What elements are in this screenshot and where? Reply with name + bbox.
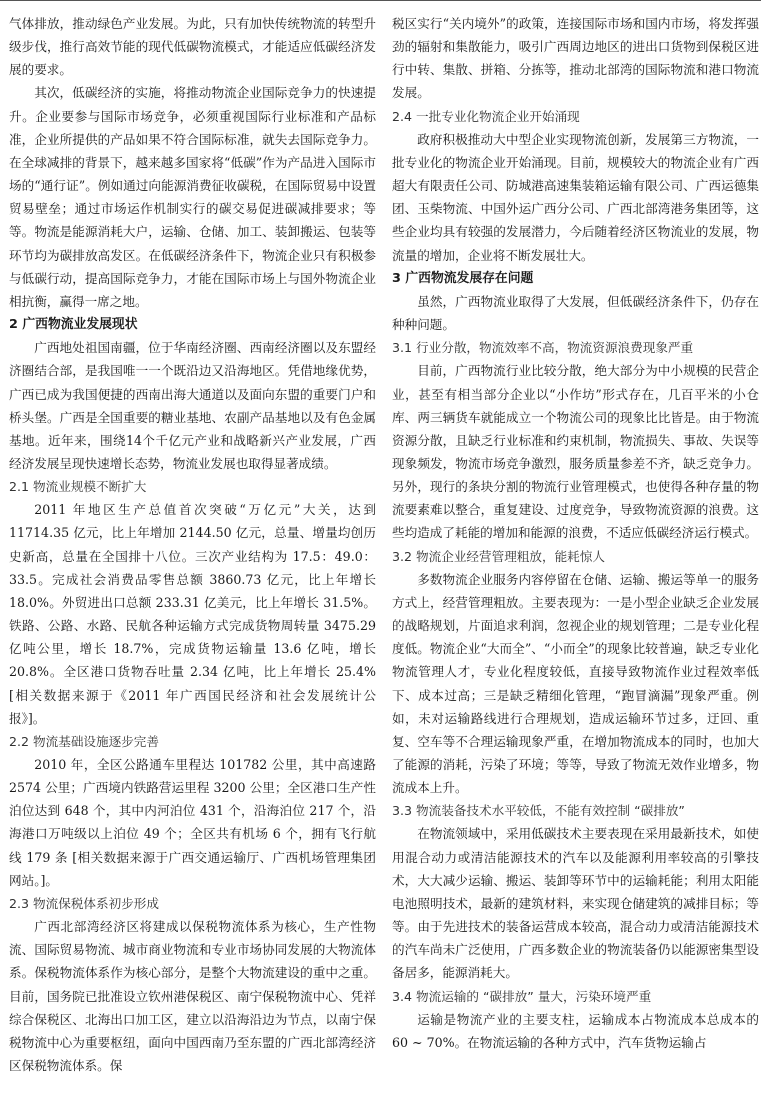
subsection-heading: 3.4 物流运输的 “碳排放” 量大，污染环境严重 (392, 988, 652, 1004)
continued-paragraph: 气体排放，推动绿色产业发展。为此，只有加快传统物流的转型升级步伐，推行高效节能的现代低碳物流模式，才能适应低碳经济发展的要求。 (9, 16, 376, 78)
body-paragraph: 广西地处祖国南疆，位于华南经济圈、西南经济圈以及东盟经济圈结合部，是我国唯一一个既沿边又沿海地区。凭借地缘优势，广西已成为我国便捷的西南出海大通道以及面向东盟的重要门户和桥头堡。广西是全国重要的糖业基地、农副产品基地以及有色金属基地。近年来，围绕14个千亿元产业和战略新兴产业发展，广西经济发展呈现快速增长态势，物流业发展也取得显著成绩。 (9, 340, 376, 471)
body-paragraph: 其次，低碳经济的实施，将推动物流企业国际竞争力的快速提升。企业要参与国际市场竞争，必须重视国际行业标准和产品标准，企业所提供的产品如果不符合国际标准，就失去国际竞争力。在全球减排的背景下，越来越多国家将“低碳”作为产品进入国际市场的“通行证”。例如通过向能源消费征收碳税，在国际贸易中设置贸易壁垒；通过市场运作机制实行的碳交易促进碳减排要求；等等。物流是能源消耗大户，运输、仓储、加工、装卸搬运、包装等环节均为碳排放高发区。在低碳经济条件下，物流企业只有积极参与低碳行动，提高国际竞争力，才能在国际市场上与国外物流企业相抗衡，赢得一席之地。 (9, 85, 376, 309)
body-paragraph: 广西北部湾经济区将建成以保税物流体系为核心，生产性物流、国际贸易物流、城市商业物流和专业市场协同发展的大物流体系。保税物流体系作为核心部分，是整个大物流建设的重中之重。目前，国务院已批准设立钦州港保税区、南宁保税物流中心、凭祥综合保税区、北海出口加工区，建立以沿海沿边为节点，以南宁保税物流中心为重要枢纽，面向中国西南乃至东盟的广西北部湾经济区保税物流体系。保 (9, 919, 376, 1074)
subsection-heading: 2.1 物流业规模不断扩大 (9, 479, 147, 495)
section-heading: 3 广西物流发展存在问题 (392, 270, 534, 286)
body-paragraph: 虽然，广西物流业取得了大发展，但低碳经济条件下，仍存在种种问题。 (392, 293, 759, 333)
body-paragraph: 多数物流企业服务内容停留在仓储、运输、搬运等单一的服务方式上，经营管理粗放。主要表现为：一是小型企业缺乏企业发展的战略规划，片面追求利润，忽视企业的规划管理；二是专业化程度低。物流企业“大而全”、“小而全”的现象比较普遍，缺乏专业化物流管理人才，专业化程度较低，直接导致物流作业过程效率低下、成本过高；三是缺乏精细化管理，“跑冒滴漏”现象严重。例如，未对运输路线进行合理规划，造成运输环节过多，迂回、重复、空车等不合理运输现象严重，在增加物流成本的同时，也加大了能源的消耗，污染了环境；等等，导致了物流无效作业增多，物流成本上升。 (392, 571, 759, 796)
body-paragraph: 运输是物流产业的主要支柱，运输成本占物流成本总成本的 60 ~ 70%。在物流运输的各种方式中，汽车货物运输占 (392, 1011, 759, 1050)
body-paragraph: 2011 年地区生产总值首次突破“万亿元”大关，达到 11714.35 亿元，比上年增加 2144.50 亿元，总量、增量均创历史新高，总量在全国排十八位。三次产业结构为 17.5：49.0：33.5。完成社会消费品零售总额 3860.73 亿元，比上年增长 18.0%。外贸进出口总额 233.31 亿美元，比上年增长 31.5%。铁路、公路、水路、民航各种运输方式完成货物周转量 3475.29 亿吨公里，增长 18.7%，完成货物运输量 13.6 亿吨，增长 20.8%。全区港口货物吞吐量 2.34 亿吨，比上年增长 25.4% [相关数据来源于《2011 年广西国民经济和社会发展统计公报》]。 (9, 502, 376, 726)
continued-paragraph: 税区实行“关内境外”的政策，连接国际市场和国内市场，将发挥强劲的辐射和集散能力，吸引广西周边地区的进出口货物到保税区进行中转、集散、拼箱、分拣等，推动北部湾的国际物流和港口物流发展。 (392, 16, 759, 101)
body-paragraph: 2010 年，全区公路通车里程达 101782 公里，其中高速路 2574 公里；广西境内铁路营运里程 3200 公里；全区港口生产性泊位达到 648 个，其中内河泊位 431 个，沿海泊位 217 个，沿海港口万吨级以上泊位 49 个；全区共有机场 6 个，拥有飞行航线 179 条 [相关数据来源于广西交通运输厅、广西机场管理集团网站。]。 (9, 757, 376, 888)
subsection-heading: 3.1 行业分散，物流效率不高，物流资源浪费现象严重 (392, 340, 694, 356)
subsection-heading: 2.4 一批专业化物流企业开始涌现 (392, 108, 580, 124)
section-heading: 2 广西物流业发展现状 (9, 317, 138, 333)
top-rule (0, 0, 761, 1)
subsection-heading: 3.3 物流装备技术水平较低，不能有效控制 “碳排放” (392, 803, 685, 819)
left-column (9, 12, 376, 1077)
body-paragraph: 在物流领域中，采用低碳技术主要表现在采用最新技术，如使用混合动力或清洁能源技术的汽车以及能源利用率较高的引擎技术，大大减少运输、搬运、装卸等环节中的运输耗能；利用太阳能电池照明技术，最新的建筑材料，来实现仓储建筑的减排目标；等等。由于先进技术的装备运营成本较高，混合动力或清洁能源技术的汽车尚未广泛使用，广西多数企业的物流装备仍以能源密集型设备居多，能源消耗大。 (392, 826, 759, 981)
body-paragraph: 政府积极推动大中型企业实现物流创新，发展第三方物流，一批专业化的物流企业开始涌现。目前，规模较大的物流企业有广西超大有限责任公司、防城港高速集装箱运输有限公司、广西运德集团、玉柴物流、中国外运广西分公司、广西北部湾港务集团等，这些企业均具有较强的发展潜力，今后随着经济区物流业的发展，物流量的增加，企业将不断发展壮大。 (392, 131, 759, 263)
body-paragraph: 目前，广西物流行业比较分散，绝大部分为中小规模的民营企业，甚至有相当部分企业以“小作坊”形式存在，几百平米的小仓库、两三辆货车就能成立一个物流公司的现象比比皆是。由于物流资源分散，且缺乏行业标准和约束机制，物流损失、事故、失误等现象频发，物流市场竞争激烈，服务质量参差不齐，缺乏竞争力。另外，现行的条块分割的物流行业管理模式，也使得各种存量的物流要素难以整合，重复建设、过度竞争，导致物流资源的浪费。这些均造成了耗能的增加和能源的浪费，不适应低碳经济运行模式。 (392, 363, 759, 541)
subsection-heading: 2.3 物流保税体系初步形成 (9, 895, 159, 911)
right-column (392, 12, 759, 1054)
subsection-heading: 2.2 物流基础设施逐步完善 (9, 733, 159, 749)
subsection-heading: 3.2 物流企业经营管理粗放，能耗惊人 (392, 548, 605, 564)
